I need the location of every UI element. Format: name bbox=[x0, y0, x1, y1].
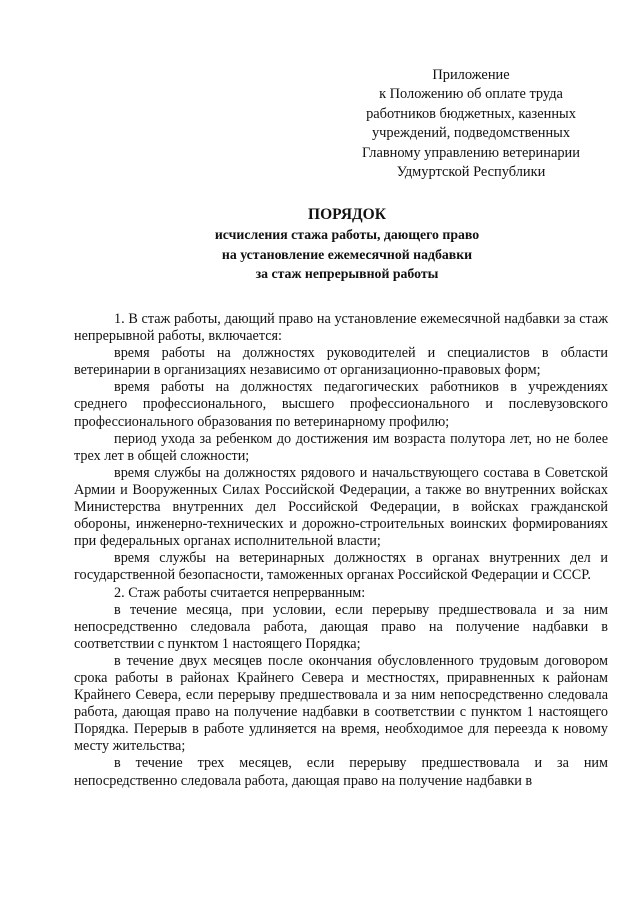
paragraph-childcare: период ухода за ребенком до достижения им возраста полутора лет, но не более трех лет в общей сложности; bbox=[74, 430, 608, 464]
title-subline: исчисления стажа работы, дающего право bbox=[214, 227, 480, 242]
paragraph-three-months: в течение трех месяцев, если перерыву предшествовала и за ним непосредственно следовала работа, дающая право на получение надбавки в bbox=[74, 755, 608, 789]
appendix-line: Приложение bbox=[432, 67, 510, 83]
appendix-line: Главному управлению ветеринарии bbox=[362, 144, 580, 161]
document-title bbox=[60, 205, 634, 284]
paragraph-one-month: в течение месяца, при условии, если перерыву предшествовала и за ним непосредственно следовала работа, дающая право на получение надбавки в соответствии с пунктом 1 настоящего Порядка; bbox=[74, 601, 608, 652]
appendix-line: работников бюджетных, казенных bbox=[366, 105, 576, 122]
appendix-line: Удмуртской Республики bbox=[396, 164, 546, 181]
title-subline: на установление ежемесячной надбавки bbox=[221, 246, 473, 262]
document-body bbox=[74, 311, 608, 790]
paragraph-vet-service: время службы на ветеринарных должностях в органах внутренних дел и государственной безопасности, таможенных органах Российской Федерации и СССР. bbox=[74, 550, 608, 584]
paragraph-2: 2. Стаж работы считается непрерванным: bbox=[114, 584, 366, 601]
paragraph-military-service: время службы на должностях рядового и начальствующего состава в Советской Армии и Вооруженных Силах Российской Федерации, а также во внутренних войсках Министерства внутренних дел Российской Федерации, в войсках гражданской обороны, инженерно-технических и дорожно-строительных воинских формированиях при федеральных органах исполнительной власти; bbox=[74, 464, 608, 550]
paragraph-vet-positions: время работы на должностях руководителей и специалистов в области ветеринарии в организациях независимо от организационно-правовых форм; bbox=[74, 345, 608, 379]
appendix-line: учреждений, подведомственных bbox=[371, 125, 571, 142]
appendix-header bbox=[346, 66, 596, 182]
paragraph-1: 1. В стаж работы, дающий право на установление ежемесячной надбавки за стаж непрерывной работы, включается: bbox=[74, 311, 608, 345]
paragraph-pedagogical: время работы на должностях педагогических работников в учреждениях среднего профессионального, высшего профессионального и послевузовского профессионального образования по ветеринарному профилю; bbox=[74, 379, 608, 430]
title-main: ПОРЯДОК bbox=[308, 206, 386, 223]
paragraph-two-months: в течение двух месяцев после окончания обусловленного трудовым договором срока работы в районах Крайнего Севера и местностях, приравненных к районам Крайнего Севера, если перерыву предшествовала и за ним непосредственно следовала работа, дающая право на получение надбавки в соответствии с пунктом 1 настоящего Порядка. Перерыв в работе удлиняется на время, необходимое для переезда к новому месту жительства; bbox=[74, 652, 608, 755]
appendix-line: к Положению об оплате труда bbox=[379, 86, 563, 103]
title-subline: за стаж непрерывной работы bbox=[255, 266, 439, 282]
